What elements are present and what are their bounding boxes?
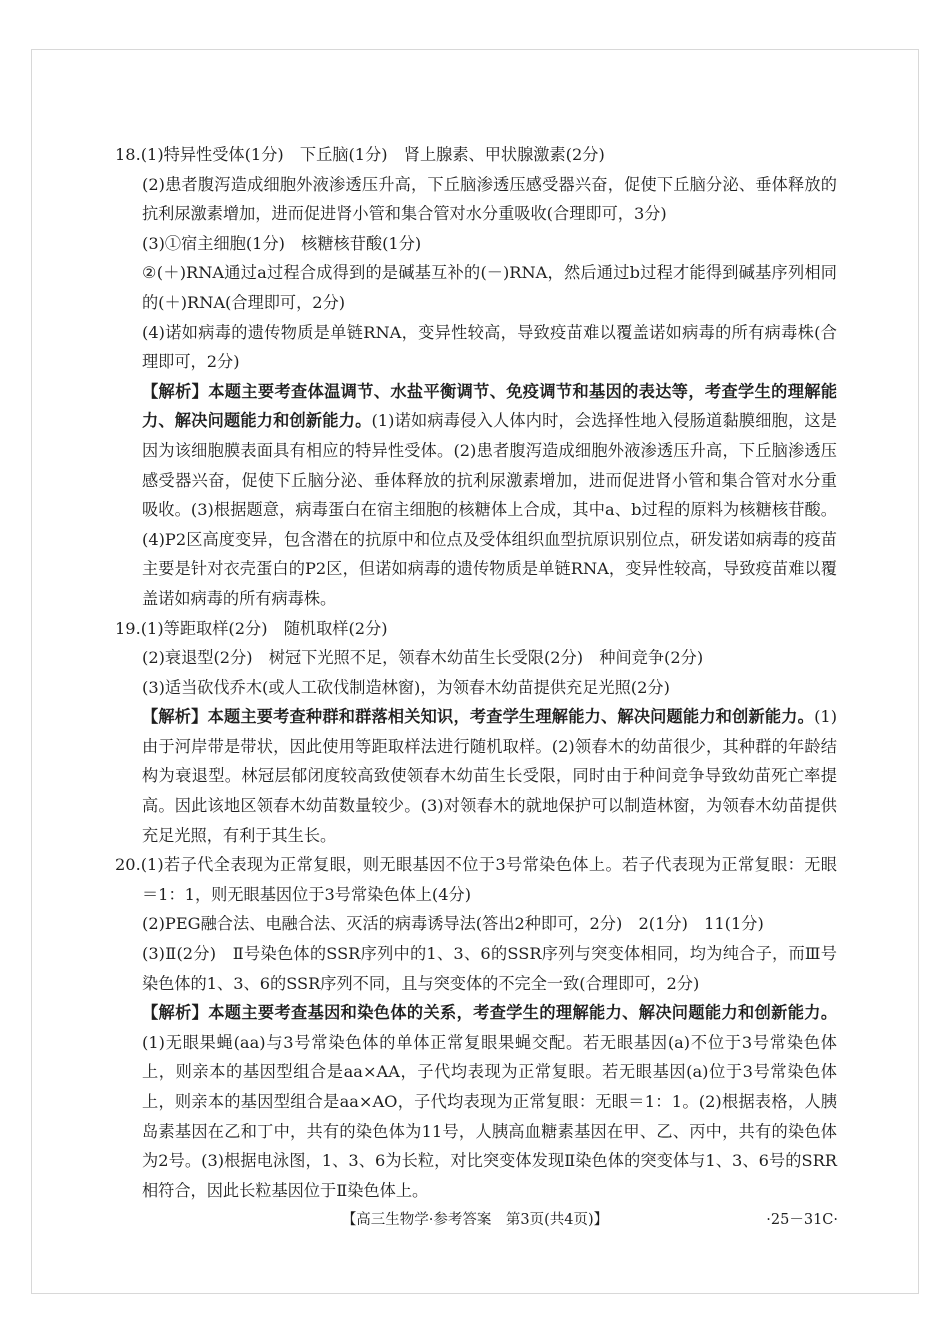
q20-answer-1: 20.(1)若子代全表现为正常复眼，则无眼基因不位于3号常染色体上。若子代表现为正常复眼：无眼＝1：1，则无眼基因位于3号常染色体上(4分) <box>115 855 837 904</box>
analysis-tag: 【解析】 <box>142 1003 209 1023</box>
q19-answer-3: (3)适当砍伐乔木(或人工砍伐制造林窗)，为领春木幼苗提供充足光照(2分) <box>142 677 670 697</box>
q18-answer-3b: ②(＋)RNA通过a过程合成得到的是碱基互补的(－)RNA，然后通过b过程才能得到碱基序列相同的(＋)RNA(合理即可，2分) <box>142 263 837 312</box>
question-19 <box>115 614 837 851</box>
analysis-body: (1)无眼果蝇(aa)与3号常染色体的单体正常复眼果蝇交配。若无眼基因(a)不位于3号常染色体上，则亲本的基因型组合是aa×AA，子代均表现为正常复眼。若无眼基因(a)位于3号常染色体上，则亲本的基因型组合是aa×AO，子代均表现为正常复眼：无眼＝1：1。(2)根据表格，人胰岛素基因在乙和丁中，共有的染色体为11号，人胰高血糖素基因在甲、乙、丙中，共有的染色体为2号。(3)根据电泳图，1、3、6为长粒，对比突变体发现Ⅱ染色体的突变体与1、3、6号的SRR相符合，因此长粒基因位于Ⅱ染色体上。 <box>142 1032 837 1200</box>
footer-title: 【高三生物学·参考答案 第3页(共4页)】 <box>341 1212 609 1228</box>
analysis-lead: 本题主要考查种群和群落相关知识，考查学生理解能力、解决问题能力和创新能力。 <box>207 707 815 727</box>
q19-answer-2: (2)衰退型(2分) 树冠下光照不足，领春木幼苗生长受限(2分) 种间竞争(2分) <box>142 648 704 668</box>
q20-answer-3: (3)Ⅱ(2分) Ⅱ号染色体的SSR序列中的1、3、6的SSR序列与突变体相同，均为纯合子，而Ⅲ号染色体的1、3、6的SSR序列不同，且与突变体的不完全一致(合理即可，2分) <box>142 944 837 993</box>
page-footer <box>0 1208 950 1238</box>
analysis-body: (1)由于河岸带是带状，因此使用等距取样法进行随机取样。(2)领春木的幼苗很少，其种群的年龄结构为衰退型。林冠层郁闭度较高致使领春木幼苗生长受限，同时由于种间竞争导致幼苗死亡率提高。因此该地区领春木幼苗数量较少。(3)对领春木的就地保护可以制造林窗，为领春木幼苗提供充足光照，有利于其生长。 <box>142 707 838 845</box>
question-20 <box>115 850 837 1205</box>
footer-code: ·25－31C· <box>766 1212 838 1228</box>
analysis-tag: 【解析】 <box>142 707 208 727</box>
answer-content <box>115 140 837 1205</box>
analysis-lead: 本题主要考查体温调节、水盐平衡调节、免疫调节和基因的表达等，考查学生的理解能力、解决问题能力和创新能力。 <box>142 381 838 431</box>
q18-answer-1: 18.(1)特异性受体(1分) 下丘脑(1分) 肾上腺素、甲状腺激素(2分) <box>115 145 605 164</box>
q20-answer-2: (2)PEG融合法、电融合法、灭活的病毒诱导法(答出2种即可，2分) 2(1分) 11(1分) <box>142 914 764 934</box>
analysis-lead: 本题主要考查基因和染色体的关系，考查学生的理解能力、解决问题能力和创新能力。 <box>208 1003 838 1023</box>
analysis-body: (1)诺如病毒侵入人体内时，会选择性地入侵肠道黏膜细胞，这是因为该细胞膜表面具有相应的特异性受体。(2)患者腹泻造成细胞外液渗透压升高，下丘脑渗透压感受器兴奋，促使下丘脑分泌、垂体释放的抗利尿激素增加，进而促进肾小管和集合管对水分重吸收。(3)根据题意，病毒蛋白在宿主细胞的核糖体上合成，其中a、b过程的原料为核糖核苷酸。(4)P2区高度变异，包含潜在的抗原中和位点及受体组织血型抗原识别位点，研发诺如病毒的疫苗主要是针对衣壳蛋白的P2区，但诺如病毒的遗传物质是单链RNA，变异性较高，导致疫苗难以覆盖诺如病毒的所有病毒株。 <box>142 411 837 608</box>
q19-answer-1: 19.(1)等距取样(2分) 随机取样(2分) <box>115 618 388 638</box>
analysis-tag: 【解析】 <box>142 381 209 401</box>
question-18 <box>115 140 837 614</box>
q18-answer-4: (4)诺如病毒的遗传物质是单链RNA，变异性较高，导致疫苗难以覆盖诺如病毒的所有病毒株(合理即可，2分) <box>142 322 837 372</box>
q18-answer-3: (3)①宿主细胞(1分) 核糖核苷酸(1分) <box>142 233 422 253</box>
q20-analysis <box>115 998 837 1205</box>
q18-answer-2: (2)患者腹泻造成细胞外液渗透压升高，下丘脑渗透压感受器兴奋，促使下丘脑分泌、垂体释放的抗利尿激素增加，进而促进肾小管和集合管对水分重吸收(合理即可，3分) <box>142 174 837 224</box>
q18-analysis <box>115 377 837 614</box>
q19-analysis <box>115 702 837 850</box>
